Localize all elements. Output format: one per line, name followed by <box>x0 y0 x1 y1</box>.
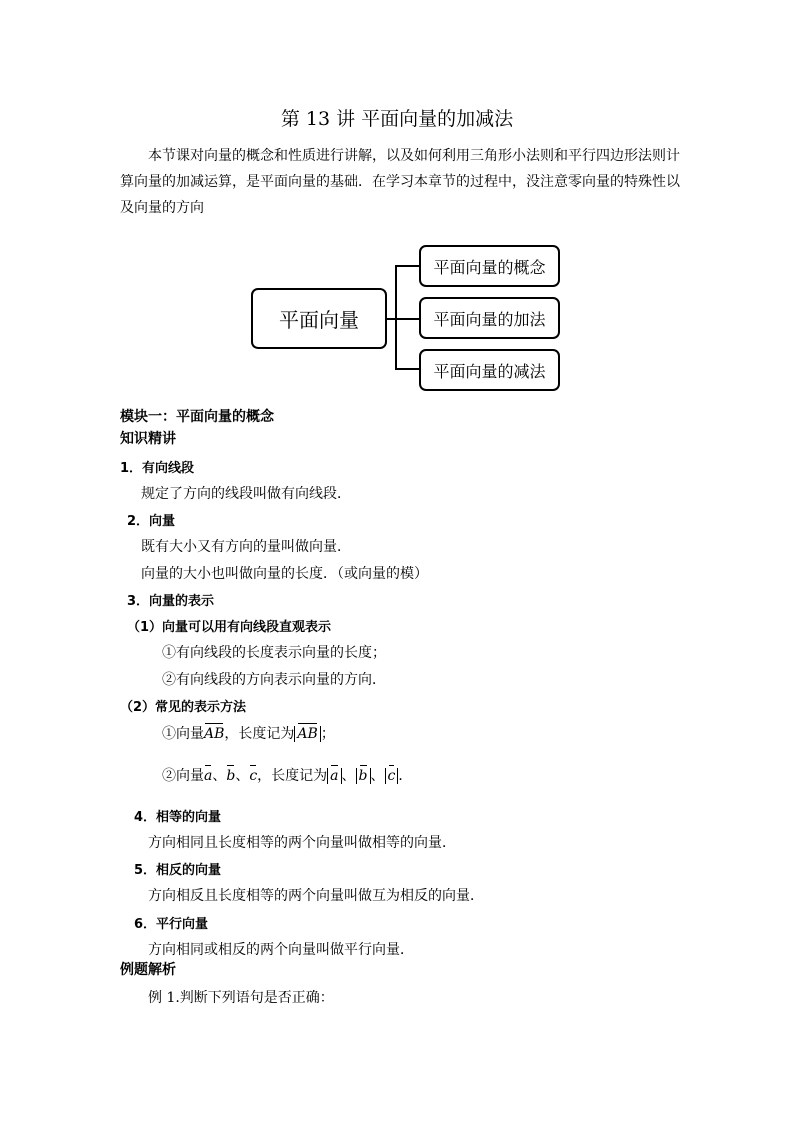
section-subheading: 知识精讲 <box>120 431 176 447</box>
connector-top <box>395 265 419 267</box>
notation-2-end: ． <box>398 768 413 784</box>
notation-line-2 <box>162 765 412 785</box>
item-2-text-1: 既有大小又有方向的量叫做向量． <box>141 539 351 555</box>
vector-b: b <box>226 768 236 784</box>
vector-b-in-magnitude: b <box>358 768 368 784</box>
item-6-text: 方向相同或相反的两个向量叫做平行向量． <box>148 942 414 958</box>
separator: 、 <box>212 768 227 784</box>
item-3-sub-2: （2）常见的表示方法 <box>120 700 247 715</box>
item-4-title: 4．相等的向量 <box>134 810 222 825</box>
notation-2-prefix: ②向量 <box>162 768 204 784</box>
connector-vertical <box>395 265 397 369</box>
vector-a-in-magnitude: a <box>330 768 339 784</box>
item-3-title: 3．向量的表示 <box>127 594 215 609</box>
item-6-title: 6．平行向量 <box>134 917 209 932</box>
example-1: 例 1.判断下列语句是否正确： <box>148 990 334 1006</box>
vector-c-magnitude <box>385 768 399 784</box>
module-heading: 模块一：平面向量的概念 <box>120 409 274 425</box>
separator: 、 <box>370 768 385 784</box>
item-1-text: 规定了方向的线段叫做有向线段． <box>141 486 351 502</box>
diagram-node-subtraction: 平面向量的减法 <box>419 349 560 391</box>
notation-2-middle: ，长度记为 <box>257 768 328 784</box>
item-4-text: 方向相同且长度相等的两个向量叫做相等的向量． <box>148 835 456 851</box>
intro-paragraph: 本节课对向量的概念和性质进行讲解，以及如何利用三角形小法则和平行四边形法则计算向量的加减运算，是平面向量的基础．在学习本章节的过程中，没注意零向量的特殊性以及向量的方向 <box>120 148 680 216</box>
connector-bottom <box>395 368 419 370</box>
separator: 、 <box>341 768 356 784</box>
item-5-title: 5．相反的向量 <box>134 863 222 878</box>
diagram-main-node: 平面向量 <box>251 288 387 349</box>
page-title: 第 13 讲 平面向量的加减法 <box>280 108 514 130</box>
vector-ab: AB <box>204 726 225 742</box>
notation-1-middle: ，长度记为 <box>224 726 295 742</box>
vector-a: a <box>204 768 213 784</box>
vector-c-in-magnitude: c <box>387 768 396 784</box>
item-2-text-2: 向量的大小也叫做向量的长度．（或向量的模） <box>141 566 428 582</box>
item-1-title: 1．有向线段 <box>120 461 195 476</box>
vector-ab-in-magnitude: AB <box>297 726 318 742</box>
item-3-sub-1: （1）向量可以用有向线段直观表示 <box>127 620 332 635</box>
vector-b-magnitude <box>356 768 371 784</box>
item-5-text: 方向相反且长度相等的两个向量叫做互为相反的向量． <box>148 888 484 904</box>
item-3-point-2: ②有向线段的方向表示向量的方向． <box>162 672 386 688</box>
item-3-point-1: ①有向线段的长度表示向量的长度； <box>162 645 386 661</box>
notation-line-1 <box>162 723 335 743</box>
diagram-node-concept: 平面向量的概念 <box>419 245 560 287</box>
vector-c: c <box>249 768 258 784</box>
diagram-node-addition: 平面向量的加法 <box>419 297 560 339</box>
notation-1-suffix: ； <box>320 726 335 742</box>
connector-mid <box>395 318 419 320</box>
notation-1-prefix: ①向量 <box>162 726 204 742</box>
vector-a-magnitude <box>327 768 341 784</box>
separator: 、 <box>235 768 250 784</box>
examples-heading: 例题解析 <box>120 962 176 978</box>
vector-ab-magnitude <box>294 726 320 742</box>
item-2-title: 2．向量 <box>127 514 176 529</box>
